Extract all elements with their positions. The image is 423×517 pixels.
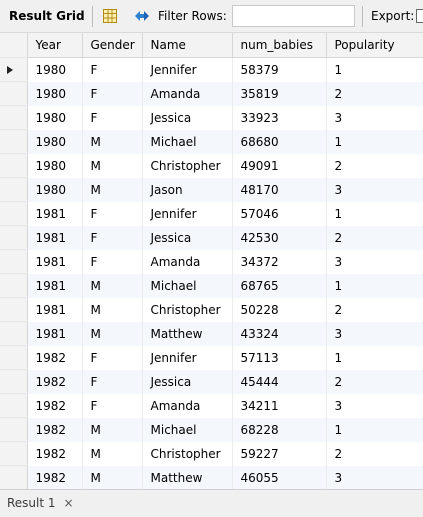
table-row[interactable] bbox=[0, 370, 423, 394]
result-table bbox=[0, 33, 423, 489]
result-grid-tab[interactable]: Result Grid bbox=[9, 9, 85, 23]
row-indicator[interactable] bbox=[0, 370, 27, 394]
table-row[interactable] bbox=[0, 274, 423, 298]
table-cell[interactable]: Michael bbox=[142, 130, 232, 154]
current-row-arrow-icon bbox=[7, 66, 13, 74]
table-cell[interactable]: 57046 bbox=[232, 202, 326, 226]
table-cell[interactable]: 1980 bbox=[27, 130, 82, 154]
table-cell[interactable]: 43324 bbox=[232, 322, 326, 346]
table-cell[interactable]: F bbox=[82, 82, 142, 106]
row-indicator-header bbox=[0, 33, 27, 58]
column-header[interactable]: Popularity bbox=[326, 33, 423, 58]
table-cell[interactable]: F bbox=[82, 106, 142, 130]
result-toolbar bbox=[0, 0, 423, 33]
table-row[interactable] bbox=[0, 346, 423, 370]
column-header[interactable]: Name bbox=[142, 33, 232, 58]
table-cell[interactable]: 1981 bbox=[27, 226, 82, 250]
table-row[interactable] bbox=[0, 322, 423, 346]
table-cell[interactable]: Matthew bbox=[142, 322, 232, 346]
row-indicator[interactable] bbox=[0, 226, 27, 250]
table-cell[interactable]: 2 bbox=[326, 298, 423, 322]
table-cell[interactable]: 3 bbox=[326, 394, 423, 418]
table-cell[interactable]: 1981 bbox=[27, 298, 82, 322]
column-header[interactable]: Year bbox=[27, 33, 82, 58]
table-cell[interactable]: Jennifer bbox=[142, 58, 232, 82]
row-indicator[interactable] bbox=[0, 250, 27, 274]
row-indicator[interactable] bbox=[0, 298, 27, 322]
table-cell[interactable]: 34211 bbox=[232, 394, 326, 418]
table-cell[interactable]: 1982 bbox=[27, 418, 82, 442]
table-cell[interactable]: 3 bbox=[326, 322, 423, 346]
row-indicator[interactable] bbox=[0, 82, 27, 106]
row-indicator[interactable] bbox=[0, 466, 27, 490]
column-header[interactable]: num_babies bbox=[232, 33, 326, 58]
grid-layout-icon[interactable] bbox=[103, 9, 117, 26]
table-cell[interactable]: 1982 bbox=[27, 442, 82, 466]
row-indicator[interactable] bbox=[0, 418, 27, 442]
table-cell[interactable]: M bbox=[82, 154, 142, 178]
table-cell[interactable]: 1 bbox=[326, 346, 423, 370]
table-cell[interactable]: M bbox=[82, 130, 142, 154]
table-cell[interactable]: F bbox=[82, 250, 142, 274]
table-cell[interactable]: Jessica bbox=[142, 226, 232, 250]
row-indicator[interactable] bbox=[0, 106, 27, 130]
row-indicator[interactable] bbox=[0, 154, 27, 178]
row-indicator[interactable] bbox=[0, 58, 27, 82]
table-cell[interactable]: Jessica bbox=[142, 370, 232, 394]
table-cell[interactable]: M bbox=[82, 466, 142, 490]
table-cell[interactable]: F bbox=[82, 202, 142, 226]
table-cell[interactable]: 1981 bbox=[27, 250, 82, 274]
table-cell[interactable]: 1982 bbox=[27, 466, 82, 490]
export-label: Export: bbox=[371, 9, 415, 23]
filter-rows-input[interactable] bbox=[232, 5, 355, 27]
table-cell[interactable]: 3 bbox=[326, 106, 423, 130]
row-indicator[interactable] bbox=[0, 442, 27, 466]
result-tab[interactable] bbox=[7, 496, 74, 510]
table-cell[interactable]: Matthew bbox=[142, 466, 232, 490]
table-cell[interactable]: 1 bbox=[326, 418, 423, 442]
result-grid bbox=[0, 33, 423, 489]
table-cell[interactable]: 2 bbox=[326, 82, 423, 106]
export-icon[interactable] bbox=[416, 9, 423, 26]
table-row[interactable] bbox=[0, 178, 423, 202]
table-cell[interactable]: 48170 bbox=[232, 178, 326, 202]
table-cell[interactable]: 1981 bbox=[27, 274, 82, 298]
table-cell[interactable]: F bbox=[82, 394, 142, 418]
table-cell[interactable]: 1982 bbox=[27, 370, 82, 394]
table-cell[interactable]: Amanda bbox=[142, 82, 232, 106]
row-indicator[interactable] bbox=[0, 394, 27, 418]
table-cell[interactable]: 46055 bbox=[232, 466, 326, 490]
table-cell[interactable]: 1 bbox=[326, 202, 423, 226]
row-indicator[interactable] bbox=[0, 178, 27, 202]
table-row[interactable] bbox=[0, 466, 423, 490]
table-cell[interactable]: M bbox=[82, 178, 142, 202]
table-cell[interactable]: 1980 bbox=[27, 82, 82, 106]
table-row[interactable] bbox=[0, 58, 423, 82]
table-cell[interactable]: F bbox=[82, 370, 142, 394]
table-cell[interactable]: M bbox=[82, 274, 142, 298]
table-cell[interactable]: Christopher bbox=[142, 442, 232, 466]
row-indicator[interactable] bbox=[0, 346, 27, 370]
close-tab-icon[interactable]: × bbox=[63, 496, 74, 510]
table-cell[interactable]: 45444 bbox=[232, 370, 326, 394]
table-row[interactable] bbox=[0, 394, 423, 418]
table-cell[interactable]: 42530 bbox=[232, 226, 326, 250]
table-cell[interactable]: 49091 bbox=[232, 154, 326, 178]
table-cell[interactable]: 59227 bbox=[232, 442, 326, 466]
table-cell[interactable]: Christopher bbox=[142, 154, 232, 178]
result-tabs-bar bbox=[0, 489, 423, 517]
table-cell[interactable]: 1982 bbox=[27, 394, 82, 418]
column-header[interactable]: Gender bbox=[82, 33, 142, 58]
table-cell[interactable]: 1980 bbox=[27, 106, 82, 130]
table-cell[interactable]: 1980 bbox=[27, 154, 82, 178]
table-cell[interactable]: Michael bbox=[142, 274, 232, 298]
table-cell[interactable]: Amanda bbox=[142, 394, 232, 418]
table-cell[interactable]: M bbox=[82, 298, 142, 322]
table-row[interactable] bbox=[0, 130, 423, 154]
table-cell[interactable]: 1 bbox=[326, 274, 423, 298]
table-cell[interactable]: F bbox=[82, 58, 142, 82]
table-row[interactable] bbox=[0, 154, 423, 178]
table-cell[interactable]: 1980 bbox=[27, 58, 82, 82]
table-row[interactable] bbox=[0, 82, 423, 106]
table-cell[interactable]: Amanda bbox=[142, 250, 232, 274]
table-cell[interactable]: M bbox=[82, 442, 142, 466]
table-cell[interactable]: 1980 bbox=[27, 178, 82, 202]
header-row bbox=[0, 33, 423, 58]
refresh-icon[interactable] bbox=[133, 9, 151, 26]
filter-rows-label: Filter Rows: bbox=[158, 9, 227, 23]
table-cell[interactable]: 58379 bbox=[232, 58, 326, 82]
table-cell[interactable]: 3 bbox=[326, 250, 423, 274]
table-cell[interactable]: 1982 bbox=[27, 346, 82, 370]
table-row[interactable] bbox=[0, 202, 423, 226]
table-row[interactable] bbox=[0, 442, 423, 466]
table-cell[interactable]: 68765 bbox=[232, 274, 326, 298]
row-indicator[interactable] bbox=[0, 130, 27, 154]
table-cell[interactable]: Jessica bbox=[142, 106, 232, 130]
table-cell[interactable]: 1981 bbox=[27, 202, 82, 226]
table-cell[interactable]: 2 bbox=[326, 442, 423, 466]
row-indicator[interactable] bbox=[0, 202, 27, 226]
table-row[interactable] bbox=[0, 106, 423, 130]
table-cell[interactable]: 3 bbox=[326, 178, 423, 202]
table-cell[interactable]: 1 bbox=[326, 130, 423, 154]
row-indicator[interactable] bbox=[0, 274, 27, 298]
table-cell[interactable]: Jason bbox=[142, 178, 232, 202]
table-cell[interactable]: F bbox=[82, 226, 142, 250]
table-cell[interactable]: Jennifer bbox=[142, 346, 232, 370]
table-cell[interactable]: 2 bbox=[326, 370, 423, 394]
table-cell[interactable]: 35819 bbox=[232, 82, 326, 106]
table-cell[interactable]: 50228 bbox=[232, 298, 326, 322]
table-cell[interactable]: Michael bbox=[142, 418, 232, 442]
result-tab-label: Result 1 bbox=[7, 496, 56, 510]
toolbar-divider bbox=[92, 6, 93, 27]
table-cell[interactable]: M bbox=[82, 418, 142, 442]
table-row[interactable] bbox=[0, 250, 423, 274]
table-cell[interactable]: Christopher bbox=[142, 298, 232, 322]
table-row[interactable] bbox=[0, 226, 423, 250]
toolbar-divider bbox=[362, 6, 363, 27]
table-cell[interactable]: M bbox=[82, 322, 142, 346]
table-row[interactable] bbox=[0, 418, 423, 442]
table-cell[interactable]: 68680 bbox=[232, 130, 326, 154]
table-cell[interactable]: 2 bbox=[326, 226, 423, 250]
table-cell[interactable]: 1981 bbox=[27, 322, 82, 346]
table-cell[interactable]: 57113 bbox=[232, 346, 326, 370]
table-cell[interactable]: 3 bbox=[326, 466, 423, 490]
table-row[interactable] bbox=[0, 298, 423, 322]
table-cell[interactable]: Jennifer bbox=[142, 202, 232, 226]
table-cell[interactable]: 1 bbox=[326, 58, 423, 82]
table-cell[interactable]: 2 bbox=[326, 154, 423, 178]
table-cell[interactable]: 33923 bbox=[232, 106, 326, 130]
row-indicator[interactable] bbox=[0, 322, 27, 346]
table-cell[interactable]: 34372 bbox=[232, 250, 326, 274]
table-cell[interactable]: 68228 bbox=[232, 418, 326, 442]
table-cell[interactable]: F bbox=[82, 346, 142, 370]
